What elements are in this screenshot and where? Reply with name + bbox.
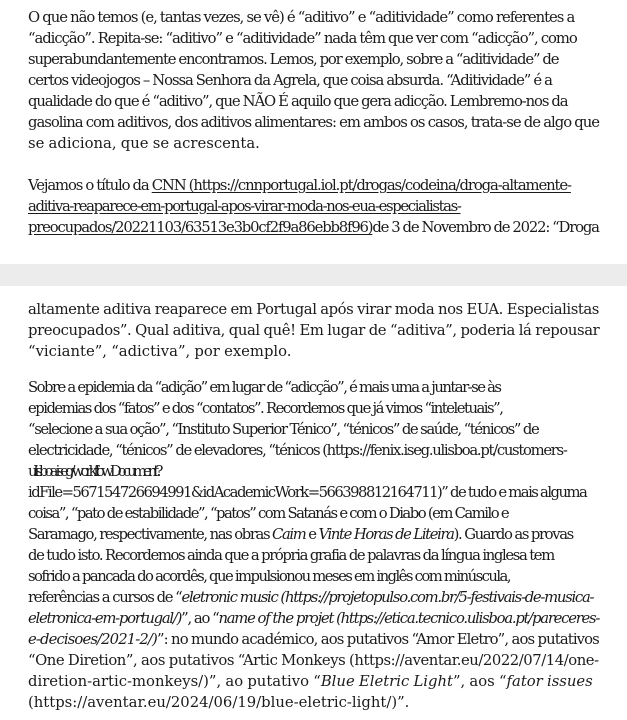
text-line bbox=[28, 196, 599, 217]
page-bottom bbox=[0, 286, 627, 720]
page-top bbox=[0, 0, 627, 264]
text-span: ”, ao “ bbox=[181, 610, 219, 627]
paragraph-epidemia bbox=[28, 377, 599, 713]
text-line: altamente aditiva reaparece em Portugal após virar moda nos EUA. Especialistas bbox=[28, 301, 599, 318]
italic-reference: eletronic music (https://projetopulso.com.br/5-festivais-de-musica- bbox=[181, 589, 594, 606]
text-line: O que não temos (e, tantas vezes, se vê) é “aditivo” e “aditividade” como referentes a bbox=[28, 9, 575, 26]
text-line: idFile=567154726694991&idAcademicWork=566398812164711)” de tudo e mais alguma bbox=[28, 484, 587, 501]
text-line: gasolina com aditivos, dos aditivos alimentares: em ambos os casos, trata-se de algo que bbox=[28, 114, 600, 131]
italic-reference: fator issues bbox=[506, 673, 593, 690]
text-span: ). Guardo as provas bbox=[453, 526, 573, 543]
text-line: (https://aventar.eu/2024/06/19/blue-eletric-light/)”. bbox=[28, 694, 410, 711]
text-line: “selecione a sua oção”, “Instituto Superior Ténico”, “ténicos” de saúde, “ténicos” de bbox=[28, 421, 539, 438]
italic-reference: Blue Eletric Light bbox=[320, 673, 453, 690]
text-line: qualidade do que é “aditivo”, que NÃO É aquilo que gera adicção. Lembremo-nos da bbox=[28, 93, 568, 110]
text-line bbox=[28, 608, 599, 629]
text-line: “adicção”. Repita-se: “aditivo” e “aditividade” nada têm que ver com “adicção”, como bbox=[28, 30, 577, 47]
italic-reference: name of the projet (https://etica.tecnico.ulisboa.pt/pareceres- bbox=[218, 610, 600, 627]
paragraph-cnn-title bbox=[28, 175, 599, 238]
text-span: Saramago, respectivamente, nas obras bbox=[28, 526, 273, 543]
text-line: “One Diretion”, aos putativos “Artic Monkeys (https://aventar.eu/2022/07/14/one- bbox=[28, 652, 599, 669]
text-line: ulisboa-iseg/workflowDocument? bbox=[28, 463, 160, 480]
italic-reference: eletronica-em-portugal/) bbox=[28, 610, 182, 627]
paragraph-aditivo bbox=[28, 7, 599, 154]
text-line bbox=[28, 671, 599, 692]
paragraph-droga bbox=[28, 299, 599, 362]
text-line: sofrido a pancada do acordês, que impulsionou meses em inglês com minúscula, bbox=[28, 568, 510, 585]
cnn-link-cont[interactable]: aditiva-reaparece-em-portugal-apos-virar-moda-nos-eua-especialistas- bbox=[28, 198, 461, 215]
text-line: “viciante”, “adictiva”, por exemplo. bbox=[28, 343, 292, 360]
text-line bbox=[28, 524, 599, 545]
cnn-link[interactable]: CNN (https://cnnportugal.iol.pt/drogas/codeina/droga-altamente- bbox=[151, 177, 571, 194]
text-line: coisa”, “pato de estabilidade”, “patos” com Satanás e com o Diabo (em Camilo e bbox=[28, 505, 509, 522]
text-line: superabundantemente encontramos. Lemos, por exemplo, sobre a “aditividade” de bbox=[28, 51, 559, 68]
text-line: se adiciona, que se acrescenta. bbox=[28, 135, 260, 152]
text-line: Sobre a epidemia da “adição” em lugar de “adicção”, é mais uma a juntar-se às bbox=[28, 379, 501, 396]
text-span: Vejamos o título da bbox=[28, 177, 152, 194]
text-span: e bbox=[305, 526, 319, 543]
text-span: ”: no mundo académico, aos putativos “Amor Eletro”, aos putativos bbox=[156, 631, 599, 648]
text-line: certos videojogos – Nossa Senhora da Agrela, que coisa absurda. “Aditividade” é a bbox=[28, 72, 552, 89]
text-line: preocupados”. Qual aditiva, qual quê! Em lugar de “aditiva”, poderia lá repousar bbox=[28, 322, 600, 339]
text-line: de tudo isto. Recordemos ainda que a própria grafia de palavras da língua inglesa tem bbox=[28, 547, 554, 564]
book-title-vinte-horas: Vinte Horas de Liteira bbox=[318, 526, 454, 543]
text-span: diretion-artic-monkeys/)”, ao putativo “ bbox=[28, 673, 321, 690]
book-title-caim: Caim bbox=[272, 526, 306, 543]
text-line bbox=[28, 629, 599, 650]
text-line bbox=[28, 217, 599, 238]
text-line bbox=[28, 175, 599, 196]
italic-reference: e-decisoes/2021-2/) bbox=[28, 631, 157, 648]
text-span: referências a cursos de “ bbox=[28, 589, 182, 606]
text-span: de 3 de Novembro de 2022: “Droga bbox=[372, 219, 599, 236]
cnn-link-end[interactable]: preocupados/20221103/63513e3b0cf2f9a86ebb8f96) bbox=[28, 219, 373, 236]
text-line: electricidade, “ténicos” de elevadores, “ténicos (https://fenix.iseg.ulisboa.pt/customers- bbox=[28, 442, 567, 459]
text-line bbox=[28, 587, 599, 608]
text-line: epidemias dos “fatos” e dos “contatos”. Recordemos que já vimos “inteletuais”, bbox=[28, 400, 503, 417]
text-span: ”, aos “ bbox=[452, 673, 507, 690]
